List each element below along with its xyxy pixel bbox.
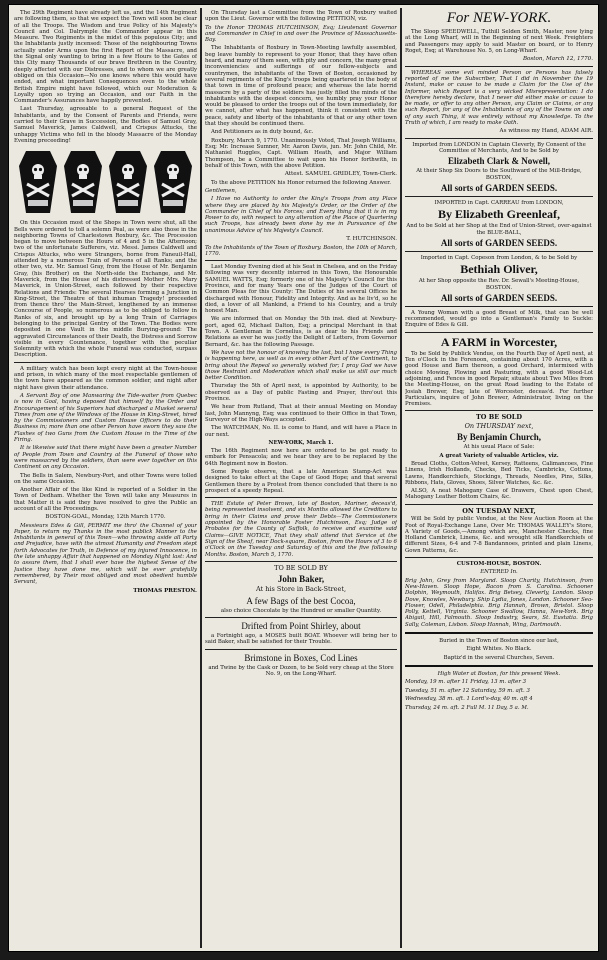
ad-clark-address: At their Shop Six Doors to the Southward of the Mill-Bridge, BOSTON,: [416, 168, 582, 181]
divider: [205, 260, 397, 261]
divider: [405, 332, 593, 333]
buried-count: Eight Whites. No Black.: [466, 646, 532, 653]
ad-auction: Will be Sold by public Vendue, at the New Auction Room at the Foot of Royal-Exchange Lane, Over Mr. THOMAS WALLEY's Store, A Variety of Goods,—Among which are, Manchester Checks, fine Holland Cambrick, Linens, &c. and wrought silk Handkerchiefs of different Sizes, 6-4 and 7-8 Bandannoes, printed and plain Linens, Gown Patterns, &c.: [405, 516, 593, 554]
divider: [405, 138, 593, 139]
divider: [14, 362, 197, 363]
ad-cocoa: A few Bags of the best Cocoa,: [246, 595, 356, 606]
article-troops: The 29th Regiment have already left us, and the 14th Regiment are following them, so that we expect the Town will soon be clear of all the Troops. The Wisdom and true Policy of his Majesty's Council and Col. Dalrymple the Commander appear in this Measure. Two Regiments in the midst of this populous City; and the Inhabitants justly incensed: Those of the neighbouring Towns actually under Arms upon the first Report of the Massacre, and the Signal only wanting to bring in a few Hours to the Gates of this City many Thousands of our brave Brethren in the Country, deeply affected with our Distresses, and to whom we are greatly obliged on this Occasion—No one knows where this would have ended, and what important Consequences even to the whole British Empire might have followed, which our Moderation & Loyalty upon so trying an Occasion, and our Faith in the Commander's Assurances have happily prevented.: [14, 10, 197, 105]
ad-farm-text: To be Sold by Publick Vendue, on the Fourth Day of April next, at Ten o'Clock in the Forenoon, containing about 170 Acres, with a good House and Barn thereon, a good Orchard, intermixed with choice Mowing, Plowing and Pasturing, with a good Wood-Lot adjoining, and Fences in good Repair, situate about Two Miles from the Meeting-House, on the great Road leading to the Estate of Josiah Brewer, Esq; late of Worcester, deceas'd. For further Particulars, inquire of John Brewer, Administrator, living on the Premises.: [405, 350, 593, 408]
ad-clark-nowell: Elizabeth Clark & Nowell,: [448, 156, 550, 167]
column-rule: [400, 8, 402, 948]
ad-sloop: The Sloop SPEEDWELL, Tuthill Selden Smith, Master, now lying at the Long Wharf, will in the Beginning of next Week. Freighters and Passengers may apply to said Master on board, or to Henry Roget, Esq; at Warehouse No. 5, on Long-Wharf.: [405, 29, 593, 54]
tide-row: Monday, 19 m. after 11 Friday, 13 m. after 3: [405, 679, 527, 686]
ad-sloop-date: Boston, March 12, 1770.: [522, 56, 593, 63]
petition-close: And Petitioners as in duty bound, &c.: [211, 129, 314, 136]
ad-drifted-boat: a Fortnight ago, a MOSES built BOAT. Whoever will bring her to said Baker, shall be satisfied for their Trouble.: [205, 633, 397, 646]
article-regiment: The 16th Regiment now here are ordered to be got ready to embark for Pensacola; and we hear they are to be replaced by the 64th Regiment now in Boston.: [205, 448, 397, 467]
petition-body: The Inhabitants of Roxbury in Town-Meeting lawfully assembled, beg leave humbly to represent to your Honor, that they have often heard, and many of them seen, with pity and concern, the many great inconveniencies and sufferings of our fellow-subjects and countrymen, the inhabitants of the Town of Boston, occasioned by several regiments of the King's troops being quartered in the body of that town in time of profound peace; and whereas the late horrid massacre by a party of the soldiers has justly filled the minds of the inhabitants with the deepest concern, we humbly pray your Honor would be pleased to order the troops out of the town immediately, for we cannot, after what has happened, think it consistent with the peace, safety and liberty of the inhabitants of that or any other town that they should be continued there.: [205, 45, 397, 128]
article-crowd: It is likewise said that there might have been a greater Number of People from Town and Country at the Funeral of those who were massacred by the soldiers, than were ever together on this Continent on any Occasion.: [14, 445, 197, 471]
ad-imported-1: Imported from LONDON in Captain Cleverly, By Consent of the Committee of Merchants, And to be Sold by: [412, 141, 586, 155]
ad-variety: A great Variety of valuable Articles, viz.: [439, 452, 559, 459]
notice-estate: THE Estate of Peter Brown, late of Boston, Mariner, deceas'd, being represented insolvent, and six Months allowed the Creditors to bring in their Claims and prove their Debts—The Commissioners appointed by the Honorable Foster Hutchinson, Esq; Judge of Probates for the County of Suffolk, to receive and examine said Claims—GIVE NOTICE, That they shall attend that Service at the Sign of the Sheaf, near Dock-square, Boston, from the Hours of 3 to 6 o'Clock on the Tuesday and Saturday of this and the five following Months. Boston, March 5, 1770.: [205, 501, 397, 558]
divider: [405, 306, 593, 307]
newspaper-page: [8, 4, 599, 952]
ad-seeds-2: All sorts of GARDEN SEEDS.: [440, 237, 558, 248]
answer-address: To the Inhabitants of the Town of Roxbury. Boston, the 10th of March, 1770.: [205, 244, 397, 257]
divider: [405, 410, 593, 411]
notice-watchman: The WATCHMAN, No. II. is come to Hand, and will have a Place in our next.: [205, 425, 397, 438]
ad-seeds-3: All sorts of GARDEN SEEDS.: [440, 292, 558, 303]
notice-adam-air: WHEREAS some evil minded Person or Persons has falsely reported of me the Subscriber, That I did in November the 19 Instant, make or cause to be made a Claim for the Use of the Informer, which Report is a very wicked Misrepresentation: I do therefore hereby declare, that I never did either make or cause to be made, or offer to any other Person, any Claim or Claims, or any such Report, for any of the Inhabitants of any of the Towns on and of any such Thing, it was entirely without my Knowledge. To the Truth of which, I am ready to make Oath.: [405, 69, 593, 127]
ad-furniture: ALSO, A neat Mahogany Case of Drawers, Chest upon Chest, Mahogany Leather Bottom Chairs, &c.: [405, 488, 593, 501]
ad-seeds-1: All sorts of GARDEN SEEDS.: [440, 183, 558, 194]
article-procession: On this Occasion most of the Shops in Town were shut, all the Bells were ordered to toll a solemn Peal, as were also those in the neighboring Towns of Charlestown Roxbury, &c. The Procession began to move between the Hours of 4 and 5 in the Afternoon; two of the unfortunate Sufferers, viz. Messi. James Caldwell and Crispus Attucks, who were Strangers, borne from Faneuil-Hall, attended by a numerous Train of Persons of all Ranks; and the other two, viz. Mr. Samuel Gray, from the House of Mr. Benjamin Gray, (his Brother) on the North-side the Exchange, and Mr. Maverick, from the House of his distressed Mother Mrs. Mary Maverick, in Union-Street, each followed by their respective Relations and Friends: The several Hearses forming a Junction in King-Street, the Theatre of that inhuman Tragedy! proceeded from thence thro' the Main-Street, lengthened by an immense Concourse of People, so numerous as to be obliged to follow in Ranks of six, and brought up by a long Train of Carriages belonging to the principal Gentry of the Town. The Bodies were deposited in one Vault in the middle Burying-ground: The aggravated Circumstances of their Death, the Distress and Sorrow visible in every Countenance, together with the peculiar Solemnity with which the whole Funeral was conducted, surpass Description.: [14, 220, 197, 359]
buried-line: Buried in the Town of Boston since our last,: [439, 638, 559, 645]
answer-body: I Have no Authority to order the King's Troops from any Place where they are placed by his Majesty's Order, or the Order of the Commander in Chief of his Forces; and Every thing that it is in my Power to do, with respect to any alteration of the Place of Quartering such Troops, has already been done by me in Pursuance of the unanimous Advice of his Majesty's Council.: [205, 196, 397, 234]
ad-tuesday: ON TUESDAY NEXT,: [462, 506, 536, 515]
divider: [405, 196, 593, 197]
ad-oliver: Bethiah Oliver,: [460, 262, 538, 277]
obituary-dalton: We are informed that on Monday the 5th inst. died at Newbury-port, aged 62, Michael Dalton, Esq; a principal Merchant in that Town. A Gentleman in Cornelius, is as dear to his Friends and Relations as ever he was justly the Delight of Letters, from Governor Bernard, &c. has the following Passage.: [205, 316, 397, 348]
column-two: [205, 10, 397, 946]
attest-line: Attest. SAMUEL GRIDLEY, Town-Clerk.: [284, 171, 397, 178]
coffin-icon: [108, 150, 148, 214]
ad-oliver-address: At her Shop opposite the Rev. Dr. Sewall's Meeting-House, BOSTON.: [418, 278, 580, 291]
ad-seller-name: John Baker,: [277, 574, 325, 585]
divider: [405, 665, 593, 667]
article-dedham: Another Affair of the like Kind is reported of a Soldier in the Town of Dedham. Whether the Town will take any Measures in that Matter it is said they have resolved to give the Public an account of all the Proceedings.: [14, 487, 197, 512]
petition-vote: Roxbury, March 9, 1770. Unanimously Voted, That Joseph Williams, Esq; Mr. Increase Sumner, Mr. Aaron Davis, jun. Mr. John Child, Mr. Nathaniel Ruggles, Capt. William Heath, and Major William Thompson, be a Committee to wait upon his Honor forthwith, in behalf of this Town, with the above Petition.: [205, 137, 397, 169]
signature-preston: THOMAS PRESTON.: [133, 587, 197, 594]
divider: [205, 617, 397, 618]
ad-wet-nurse: A Young Woman with a good Breast of Milk, that can be well recommended, would go into a Gentleman's Family to Suckle: Enquire of Edes & Gill.: [405, 309, 593, 329]
divider: [405, 557, 593, 558]
notice-fast-day: Thursday the 5th of April next, is appointed by Authority, to be observed as a Day of public Fasting and Prayer, thro'out this Province.: [205, 383, 397, 403]
divider: [405, 66, 593, 67]
article-funeral: Last Thursday, agreeable to a general Request of the Inhabitants, and by the Consent of Parents and Friends, were carried to their Grave in Succession, the Bodies of Samuel Gray, Samuel Maverick, James Caldwell, and Crispus Attucks, the unhappy Victims who fell in the bloody Massacre of the Monday Evening preceeding!: [14, 106, 197, 144]
obituary-watts: Last Monday Evening died at his Seat in Chelsea, and on the Friday following was very decently interred in this Town, the Honourable SAMUEL WATTS, Esq; formerly one of his Majesty's Council for this Province, and for many Years one of the Judges of the Court of Common Pleas for this County: The Duties of his several Offices he discharged with Honour, Fidelity and Integrity. And as he liv'd, so he died, a lover of all Mankind, a Friend to his Country, and a truly honest Man.: [205, 264, 397, 315]
coffin-icon: [18, 150, 58, 214]
ad-to-be-sold: TO BE SOLD BY: [274, 563, 328, 572]
tide-row: Thursday, 24 m. aft. 2 Full M. 11 Day, 5 a. M.: [405, 704, 529, 711]
letter-extract: We have not the honour of knowing the last, but I hope every Thing is happening here, as well as in every other Part of the Continent, to bring about the Repeal so generally wished for; I pray God we have those Restraint and Moderation which shall make us still our much better Condition.: [205, 349, 397, 382]
ad-chocolate: also choice Chocolate by the Hundred or smaller Quantity.: [220, 607, 382, 614]
article-roxbury: On Thursday last a Committee from the Town of Roxbury waited upon the Lieut. Governor with the following PETITION, viz.: [205, 10, 397, 23]
petition-address: To the Honor THOMAS HUTCHINSON, Esq; Lieutenant Governor and Commander in Chief in and over the Province of Massachusetts-Bay.: [205, 24, 397, 44]
article-watch: A military watch has been kept every night at the Town-house and prison, in which many of the most respectable gentlemen of the town have appeared as the common soldier, and night after night have given their attendance.: [14, 365, 197, 391]
signature-hutchinson: T. HUTCHINSON.: [346, 236, 397, 242]
customs-entered: ENTERED In.: [480, 569, 518, 576]
article-servant-boy: A Servant Boy of one Manwaring the Tide-waiter from Quebec is now in Goal, having deposed that himself by the Order and Encouragement of his Superiors had discharged a Musket several Times from one of the Windows of the House in King-Street, hired by the Commissioners and Custom House Officers to do their Business in; more than one other Person have sworn they saw the Flashes of two Guns from the Custom House in the Time of the Firing.: [14, 392, 197, 444]
ad-goods-list: Broad Cloths, Cotton-Velvet, Kersey, Ratteens, Calimancoes, Fine Linens, Irish Hollands, Checks, Bed Ticks, Cambricks, Cottons, Lawns, Handkerchiefs, Stockings, Threads, Needles, Pins, Silks, Ribbons, Hats, Gloves, Shoes, Silver Watches, &c. &c.: [405, 460, 593, 486]
ad-to-be-sold-heading: TO BE SOLD: [475, 413, 523, 422]
ad-church-name: By Benjamin Church,: [456, 432, 542, 443]
ad-brimstone-heading: Brimstone in Boxes, Cod Lines: [244, 652, 358, 663]
divider: [205, 561, 397, 562]
ad-farm-heading: A FARM in Worcester,: [440, 334, 558, 349]
column-three: [405, 10, 593, 946]
answer-salutation: Gentlemen,: [205, 187, 237, 194]
ad-greenleaf: By Elizabeth Greenleaf,: [437, 207, 561, 222]
tide-heading: High Water at Boston, for this present Week.: [437, 670, 561, 677]
divider: [205, 497, 397, 498]
divider: [405, 251, 593, 252]
letter-preston: Messieurs Edes & Gill, PERMIT me thro' the Channel of your Paper, to return my Thanks in the most publick Manner to the Inhabitants in general of this Town—who throwing aside all Party and Prejudice, have with the utmost Humanity and Freedom stept forth Advocates for Truth, in Defence of my injured Innocence, in the late unhappy Affair that happened on Monday Night last: And to assure them, that I shall ever have the highest Sense of the Justice they have done me, which will be ever gratefully remembered, by Their most obliged and most obedient humble Servant,: [14, 522, 197, 586]
ad-seller-address: At his Store in Back-Street,: [255, 585, 347, 594]
dateline-new-york: NEW-YORK, March 1.: [268, 439, 334, 446]
divider: [405, 632, 593, 634]
customs-heading: CUSTOM-HOUSE, BOSTON.: [456, 561, 542, 568]
tide-row: Tuesday, 51 m. after 12 Saturday, 59 m. aft. 3: [405, 687, 530, 694]
ad-brimstone-text: and Twine by the Cask or Dozen, to be Sold very cheap at the Store No. 9, on the Long-Wharf.: [208, 664, 394, 678]
coffin-illustrations: [18, 150, 193, 214]
ad-imported-2: IMPORTED in Capt. CARREAU from LONDON,: [434, 200, 564, 207]
article-bells: The Bells in Salem, Newbury-Port, and other Towns were tolled on the same Occasion.: [14, 472, 197, 485]
coffin-icon: [153, 150, 193, 214]
ad-new-york-heading: For NEW-YORK.: [446, 10, 552, 26]
signature-adam-air: As witness my Hand, ADAM AIR.: [499, 128, 593, 135]
column-one: [14, 10, 197, 946]
customs-list: Brig John, Grey from Maryland. Sloop Charity, Hutchinson, from New-Haven. Sloop Hope, Bacon from S. Carolina. Schooner Dolphin, Weymouth, Halifax. Brig Betsey, Cleverly, London. Sloop Dove, Knowles, Newbury. Ship Lydia, Jones, London. Schooner Sea-Flower, Odell, Philadelphia. Brig Hannah, Brown, Bristol. Sloop Polly, Kettell, Virginia. Schooner Swallow, Hanna, New-York. Brig Abigail, Hill, Falmouth. Sloop Industry, Sears, St. Eustatia. Brig Sally, Coleman, Lisbon. Sloop Hannah, Wing, Dartmouth.: [405, 577, 593, 628]
ad-drifted-heading: Drifted from Point Shirley, about: [241, 621, 361, 632]
column-rule: [200, 8, 202, 948]
ad-greenleaf-address: And to be Sold at her Shop at the End of Union-Street, over-against the BLUE-BALL,: [406, 223, 592, 236]
ad-thursday: On THURSDAY next,: [464, 421, 534, 430]
ad-church-place: At his usual Place of Sale:: [463, 444, 535, 451]
tide-row: Wednesday, 38 m. aft. 1 Lord's-day, 40 m. aft 4: [405, 696, 533, 703]
coffin-icon: [63, 150, 103, 214]
article-stamp-act: Some People observe, that a late American Stamp-Act was designed to take effect at the Cape of Good Hope; and that several Gentlemen there by a Protest from thence concluded that there is no prospect of a speedy Repeal.: [205, 469, 397, 494]
answer-intro: To the above PETITION his Honor returned the following Answer.: [211, 179, 391, 186]
notice-rutland: We hear from Rutland, That at their annual Meeting on Monday last, John Mannyng, Esq; was continued to their Office in that Town, Surveyor of the High-Ways accepted.: [205, 404, 397, 423]
divider: [405, 504, 593, 505]
dateline: BOSTON-GOAL, Monday, 12th March 1770.: [45, 514, 166, 521]
ad-imported-3: Imported in Capt. Copeson from London, & to be Sold by: [420, 254, 578, 261]
divider: [205, 649, 397, 650]
baptized-line: Baptiz'd in the several Churches, Seven.: [443, 654, 555, 661]
